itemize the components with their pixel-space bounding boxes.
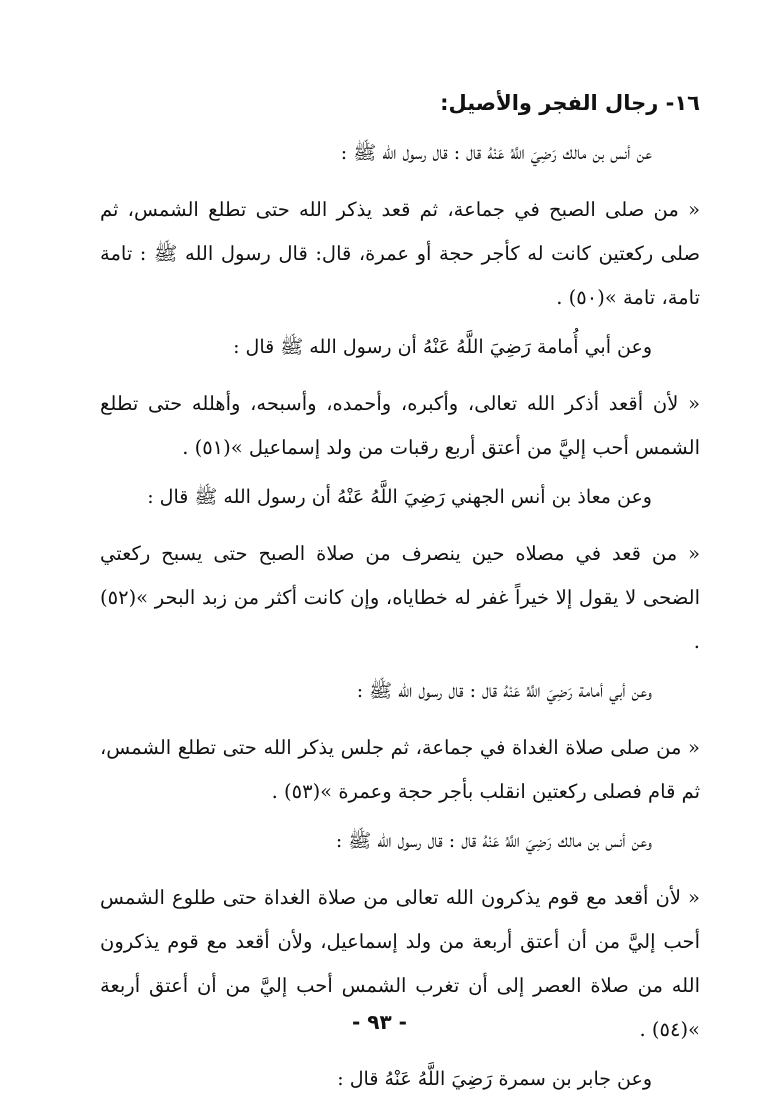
narration-intro-1: عن أنس بن مالك رَضِيَ اللَّهُ عَنْهُ قال : قال رسول الله ﷺ : — [340, 142, 652, 164]
hadith-text-51: « لأن أقعد أذكر الله تعالى، وأكبره، وأحمده، وأسبحه، وأهلله حتى تطلع الشمس أحب إليَّ من أعتق أربع رقبات من ولد إسماعيل »(٥١) . — [100, 392, 700, 459]
page-number: - ٩٣ - — [352, 1010, 407, 1034]
narration-intro-6: وعن جابر بن سمرة رَضِيَ اللَّهُ عَنْهُ قال : — [337, 1068, 652, 1090]
page-body — [100, 88, 700, 1114]
narration-intro-3: وعن معاذ بن أنس الجهني رَضِيَ اللَّهُ عَنْهُ أن رسول الله ﷺ قال : — [147, 486, 652, 508]
narration-intro-5: وعن أنس بن مالك رَضِيَ اللَّهُ عَنْهُ قال : قال رسول الله ﷺ : — [335, 830, 652, 852]
hadith-text-54: « لأن أقعد مع قوم يذكرون الله تعالى من صلاة الغداة حتى طلوع الشمس أحب إليَّ من أن أعتق أربعة من ولد إسماعيل، ولأن أقعد مع قوم يذكرون الله من صلاة العصر إلى أن تغرب الشمس أحب إليَّ من أن أعتق أربعة »(٥٤) . — [100, 886, 700, 1041]
section-heading: ١٦- رجال الفجر والأصيل: — [440, 91, 700, 115]
hadith-text-53: « من صلى صلاة الغداة في جماعة، ثم جلس يذكر الله حتى تطلع الشمس، ثم قام فصلى ركعتين انقلب بأجر حجة وعمرة »(٥٣) . — [100, 736, 700, 803]
hadith-text-50: « من صلى الصبح في جماعة، ثم قعد يذكر الله حتى تطلع الشمس، ثم صلى ركعتين كانت له كأجر حجة أو عمرة، قال: قال رسول الله ﷺ : تامة تامة، تامة »(٥٠) . — [100, 198, 700, 309]
narration-intro-4: وعن أبي أمامة رَضِيَ اللَّهُ عَنْهُ قال : قال رسول الله ﷺ : — [356, 680, 652, 702]
narration-intro-2: وعن أبي أُمامة رَضِيَ اللَّهُ عَنْهُ أن رسول الله ﷺ قال : — [233, 336, 652, 358]
hadith-text-52: « من قعد في مصلاه حين ينصرف من صلاة الصبح حتى يسبح ركعتي الضحى لا يقول إلا خيراً غفر له خطاياه، وإن كانت أكثر من زبد البحر »(٥٢) . — [100, 542, 700, 653]
